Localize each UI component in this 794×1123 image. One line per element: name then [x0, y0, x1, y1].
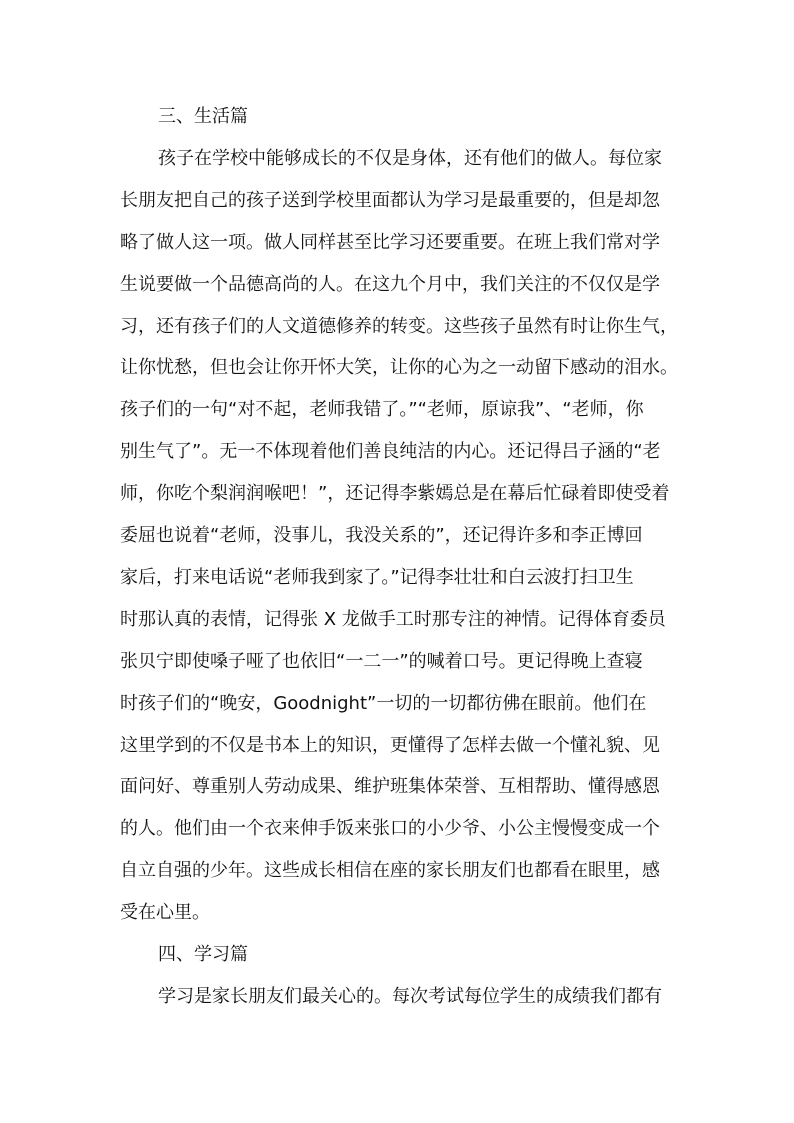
paragraph-line: 家后，打来电话说“老师我到家了。”记得李壮壮和白云波打扫卫生: [120, 567, 634, 588]
paragraph-line: 学习是家长朋友们最关心的。每次考试每位学生的成绩我们都有: [158, 986, 662, 1007]
paragraph-line: 受在心里。: [120, 902, 210, 923]
paragraph-line: 自立自强的少年。这些成长相信在座的家长朋友们也都看在眼里，感: [120, 860, 660, 881]
paragraph-line: 委屈也说着“老师，没事儿，我没关系的”，还记得许多和李正博回: [120, 525, 643, 546]
section-heading-life: 三、生活篇: [158, 106, 248, 127]
paragraph-line: 孩子在学校中能够成长的不仅是身体，还有他们的做人。每位家: [158, 148, 662, 169]
paragraph-line: 的人。他们由一个衣来伸手饭来张口的小少爷、小公主慢慢变成一个: [120, 818, 660, 839]
paragraph-line: 生说要做一个品德高尚的人。在这九个月中，我们关注的不仅仅是学: [120, 274, 660, 295]
paragraph-line: 时那认真的表情，记得张 X 龙做手工时那专注的神情。记得体育委员: [120, 609, 666, 630]
paragraph-line: 长朋友把自己的孩子送到学校里面都认为学习是最重要的，但是却忽: [120, 190, 660, 211]
paragraph-line: 张贝宁即使嗓子哑了也依旧“一二一”的喊着口号。更记得晚上查寝: [120, 651, 643, 672]
paragraph-line: 师，你吃个梨润润喉吧！”，还记得李紫嫣总是在幕后忙碌着即使受着: [120, 483, 670, 504]
paragraph-line: 孩子们的一句“对不起，老师我错了。”“老师，原谅我”、“老师，你: [120, 399, 644, 420]
paragraph-line: 习，还有孩子们的人文道德修养的转变。这些孩子虽然有时让你生气，: [120, 316, 678, 337]
section-heading-study: 四、学习篇: [158, 944, 248, 965]
paragraph-line: 这里学到的不仅是书本上的知识，更懂得了怎样去做一个懂礼貌、见: [120, 735, 660, 756]
paragraph-line: 面问好、尊重别人劳动成果、维护班集体荣誉、互相帮助、懂得感恩: [120, 776, 660, 797]
paragraph-line: 略了做人这一项。做人同样甚至比学习还要重要。在班上我们常对学: [120, 232, 660, 253]
paragraph-line: 让你忧愁，但也会让你开怀大笑，让你的心为之一动留下感动的泪水。: [120, 357, 678, 378]
paragraph-line: 别生气了”。无一不体现着他们善良纯洁的内心。还记得吕子涵的“老: [120, 441, 661, 462]
paragraph-line: 时孩子们的“晚安，Goodnight”一切的一切都彷佛在眼前。他们在: [120, 693, 647, 714]
